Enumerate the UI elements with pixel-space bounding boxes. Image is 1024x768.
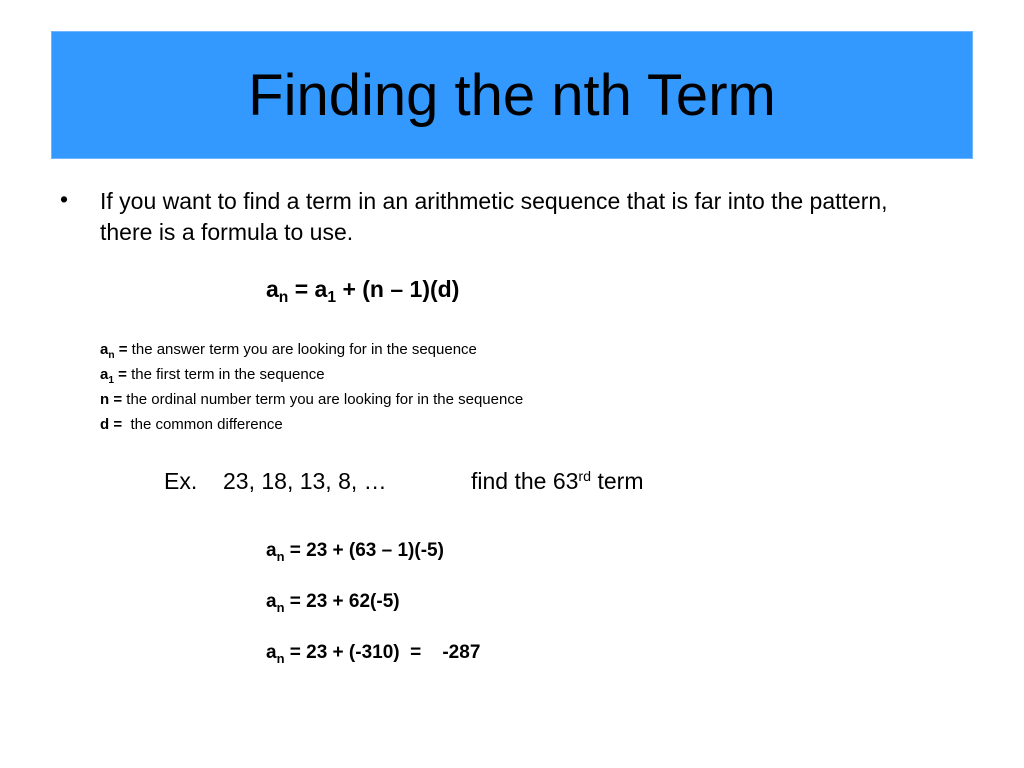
title-banner bbox=[51, 31, 973, 159]
def-var: d bbox=[100, 416, 110, 433]
def-sub: n bbox=[108, 349, 115, 361]
def-desc: the ordinal number term you are looking for in the sequence bbox=[122, 391, 524, 408]
step-expr: = 23 + (63 – 1)(-5) bbox=[284, 540, 444, 561]
example-sequence: 23, 18, 13, 8, … bbox=[223, 468, 387, 494]
def-var: a bbox=[100, 366, 109, 383]
def-desc: the answer term you are looking for in the sequence bbox=[127, 341, 477, 358]
bullet-text: If you want to find a term in an arithmetic sequence that is far into the pattern, there is a formula to use. bbox=[100, 188, 888, 245]
formula-a-sub: 1 bbox=[327, 289, 337, 307]
step-var: a bbox=[266, 591, 277, 612]
def-desc: the common difference bbox=[126, 416, 283, 433]
formula-eq-a: = a bbox=[288, 276, 328, 302]
step-sub: n bbox=[276, 650, 285, 666]
formula-rest: + (n – 1)(d) bbox=[336, 276, 460, 302]
def-eq: = bbox=[114, 341, 128, 358]
solution-steps bbox=[266, 540, 480, 693]
nth-term-formula bbox=[266, 276, 460, 307]
step-expr: = 23 + 62(-5) bbox=[284, 591, 400, 612]
step-expr: = 23 + (-310) = -287 bbox=[284, 642, 481, 663]
definition-row bbox=[100, 340, 523, 365]
step-var: a bbox=[266, 540, 277, 561]
example-task-suffix: term bbox=[591, 468, 644, 494]
example-task-sup: rd bbox=[578, 469, 592, 486]
solution-step bbox=[266, 591, 480, 642]
def-desc: the first term in the sequence bbox=[126, 366, 325, 383]
solution-step bbox=[266, 540, 480, 591]
def-var: a bbox=[100, 341, 109, 358]
def-var: n bbox=[100, 391, 110, 408]
definitions-list bbox=[100, 340, 523, 440]
def-eq: = bbox=[109, 391, 123, 408]
example-task-prefix: find the 63 bbox=[471, 468, 579, 494]
definition-row bbox=[100, 390, 523, 415]
def-eq: = bbox=[114, 366, 127, 383]
definition-row bbox=[100, 365, 523, 390]
example-task bbox=[471, 468, 643, 495]
formula-lhs-var: a bbox=[266, 276, 279, 302]
step-var: a bbox=[266, 642, 277, 663]
formula-lhs-sub: n bbox=[278, 289, 289, 307]
def-sub: 1 bbox=[108, 374, 115, 386]
solution-step bbox=[266, 642, 480, 693]
definition-row bbox=[100, 415, 523, 440]
example-label: Ex. bbox=[164, 468, 198, 494]
step-sub: n bbox=[276, 548, 285, 564]
bullet-marker: • bbox=[60, 186, 69, 212]
step-sub: n bbox=[276, 599, 285, 615]
def-eq: = bbox=[109, 416, 127, 433]
slide-title: Finding the nth Term bbox=[248, 62, 776, 128]
